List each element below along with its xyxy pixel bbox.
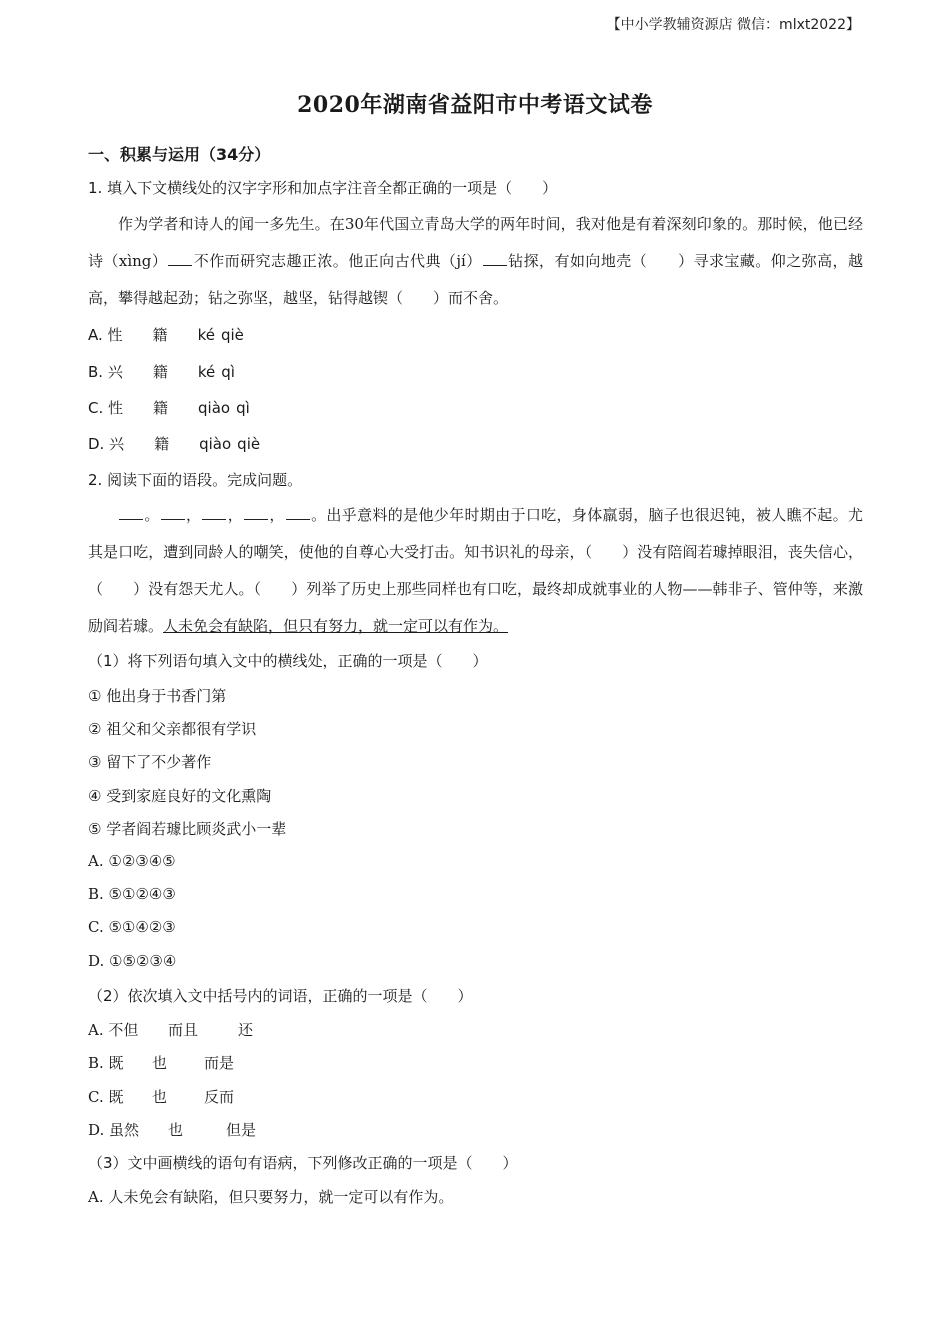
option-text: 还 (238, 1021, 254, 1039)
blank (161, 505, 185, 520)
q1-passage-part2: 不作而研究志趣正浓。他正向古代典（jí） (193, 252, 482, 270)
option-text: 籍 (152, 326, 168, 344)
q2-sub1-option: D. ①⑤②③④ (88, 952, 177, 970)
q1-stem: 1. 填入下文横线处的汉字字形和加点字注音全都正确的一项是（ ） (88, 179, 558, 197)
blank (119, 505, 143, 520)
punct: ， (227, 506, 244, 524)
option-text: 而且 (168, 1021, 199, 1039)
option-text: 也 (152, 1054, 168, 1072)
punct: ， (185, 506, 202, 524)
q2-sub3-option: A. 人未免会有缺陷，但只要努力，就一定可以有作为。 (88, 1188, 454, 1206)
option-text: 也 (152, 1088, 168, 1106)
section-heading: 一、积累与运用（34分） (88, 145, 271, 164)
q2-sub3-stem: （3）文中画横线的语句有语病，下列修改正确的一项是（ ） (88, 1154, 518, 1172)
option-text: qiè (220, 326, 244, 344)
option-text: 反而 (204, 1088, 235, 1106)
q2-sub2-option (88, 1052, 234, 1073)
option-text: D. 兴 (88, 435, 125, 453)
option-text: ké (197, 326, 215, 344)
blank (244, 505, 268, 520)
q2-sub2-option (88, 1019, 253, 1040)
option-text: 而是 (204, 1054, 235, 1072)
option-text: D. 虽然 (88, 1121, 140, 1139)
q2-passage-text: 。出乎意料的是他少年时期由于口吃，身体羸弱，脑子也很迟钝，被人瞧不起。尤其是口吃，遭到同龄人的嘲笑，使他的自尊心大受打击。知书识礼的母亲，（ ）没有陪阎若璩掉眼泪，丧失信心，（ ）没有怨天尤人。（ ）列举了历史上那些同样也有口吃，最终却成就事业的人物——韩非子、管仲等，来激励阎若璩。 (88, 506, 863, 635)
q2-sub1-item: ⑤ 学者阎若璩比顾炎武小一辈 (88, 820, 287, 838)
q1-option (88, 324, 244, 345)
q2-sub1-option: B. ⑤①②④③ (88, 885, 176, 903)
underlined-sentence: 人未免会有缺陷，但只有努力，就一定可以有作为。 (163, 617, 509, 635)
option-text: qiào (199, 435, 232, 453)
q2-sub2-stem: （2）依次填入文中括号内的词语，正确的一项是（ ） (88, 987, 473, 1005)
punct: 。 (144, 506, 160, 524)
blank (202, 505, 226, 520)
option-text: 籍 (154, 435, 170, 453)
q1-option (88, 397, 250, 418)
page-title: 2020年湖南省益阳市中考语文试卷 (297, 92, 653, 118)
option-text: 但是 (226, 1121, 257, 1139)
option-text: 籍 (153, 399, 169, 417)
header-note: 【中小学教辅资源店 微信：mlxt2022】 (606, 17, 860, 33)
q2-sub1-item: ② 祖父和父亲都很有学识 (88, 720, 257, 738)
option-text: B. 兴 (88, 363, 123, 381)
option-text: qiè (237, 435, 261, 453)
q2-sub1-option: A. ①②③④⑤ (88, 852, 176, 870)
option-text: B. 既 (88, 1054, 124, 1072)
q2-sub1-item: ③ 留下了不少著作 (88, 753, 212, 771)
q2-sub2-option (88, 1086, 234, 1107)
blank (168, 251, 192, 266)
option-text: qiào (198, 399, 231, 417)
option-text: qì (236, 399, 250, 417)
option-text: 也 (168, 1121, 184, 1139)
q1-passage-part3: 钻探，有如向地壳（ ）寻求宝藏。仰之弥高，越高，攀得越起劲；钻之弥坚，越坚，钻得越锲（ ）而不舍。 (88, 252, 863, 307)
punct: ， (269, 506, 285, 524)
q2-sub2-option (88, 1119, 256, 1140)
blank (483, 251, 507, 266)
q1-passage-part1: 作为学者和诗人的闻一多先生。在30年代国立青岛大学的两年时间，我对他是有着深刻印象的。那时候，他已经诗（xìng） (88, 215, 863, 270)
q2-stem: 2. 阅读下面的语段。完成问题。 (88, 471, 303, 489)
q1-option (88, 361, 235, 382)
q1-passage (88, 206, 863, 317)
q1-option (88, 433, 260, 454)
q2-sub1-item: ④ 受到家庭良好的文化熏陶 (88, 787, 272, 805)
q2-sub1-item: ① 他出身于书香门第 (88, 687, 227, 705)
option-text: A. 性 (88, 326, 123, 344)
option-text: ké (197, 363, 216, 381)
q2-sub1-stem: （1）将下列语句填入文中的横线处，正确的一项是（ ） (88, 652, 488, 670)
option-text: 籍 (152, 363, 168, 381)
option-text: qì (221, 363, 235, 381)
q2-sub1-option: C. ⑤①④②③ (88, 918, 176, 936)
option-text: A. 不但 (88, 1021, 139, 1039)
blank (286, 505, 310, 520)
option-text: C. 性 (88, 399, 124, 417)
q2-passage (88, 497, 863, 645)
option-text: C. 既 (88, 1088, 124, 1106)
